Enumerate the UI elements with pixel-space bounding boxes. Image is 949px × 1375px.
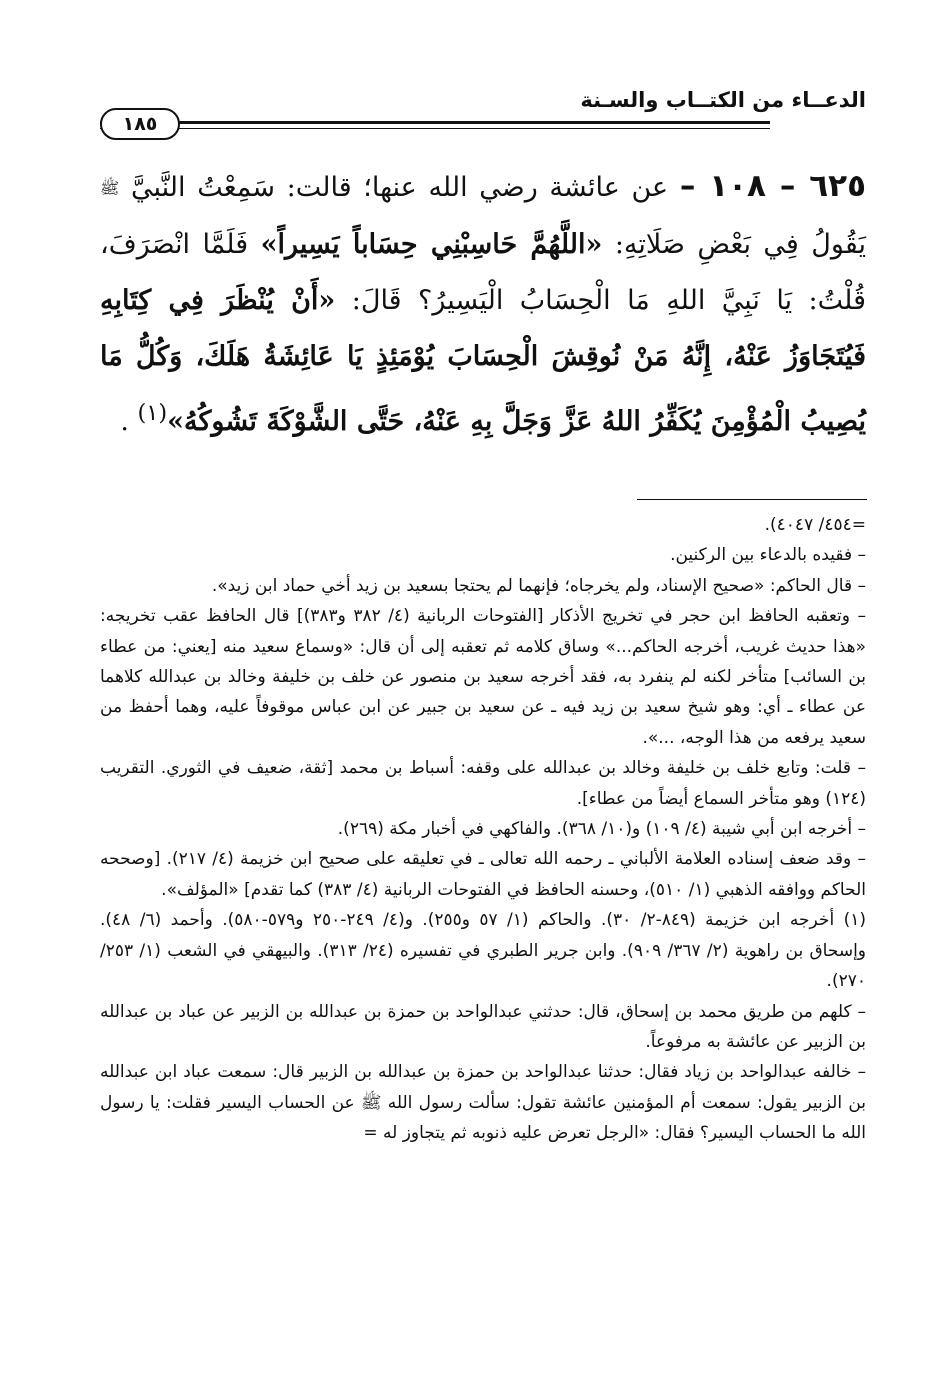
header-rule-thin [100,128,770,129]
page-number: ١٨٥ [122,113,158,135]
hadith-paragraph [100,158,866,450]
hadith-text [100,158,866,450]
footnote-paragraph: – قلت: وتابع خلف بن خليفة وخالد بن عبدالله على وقفه: أسباط بن محمد [ثقة، ضعيف في الثوري. التقريب (١٢٤) وهو متأخر السماع أيضاً من عطاء]. [100,758,866,809]
footnote-paragraph: – كلهم من طريق محمد بن إسحاق، قال: حدثني عبدالواحد بن حمزة بن عبدالله بن الزبير عن عباد بن عبدالله بن الزبير عن عائشة به مرفوعاً. [100,1001,866,1052]
hadith-number: ٦٢٥ – ١٠٨ – [679,168,866,204]
footnote-paragraph: – قال الحاكم: «صحيح الإسناد، ولم يخرجاه؛ فإنهما لم يحتجا بسعيد بن زيد أخي حماد ابن زيد». [211,575,866,596]
footnote-paragraph: (١) أخرجه ابن خزيمة (٨٤٩-٢/ ٣٠). والحاكم (١/ ٥٧ و٢٥٥). و(٤/ ٢٤٩-٢٥٠ و٥٧٩-٥٨٠). وأحمد (٦/ ٤٨). وإسحاق بن راهوية (٢/ ٣٦٧/ ٩٠٩). وابن جرير الطبري في تفسيره (٢٤/ ٣١٣). والبيهقي في الشعب (١/ ٢٥٣/ ٢٧٠). [100,910,866,992]
hadith-intro: يَقُولُ فِي بَعْضِ صَلَاتِهِ: [602,228,866,260]
hadith-answer: «أَنْ يُنْظَرَ فِي كِتَابِهِ فَيُتَجَاوَزُ عَنْهُ، إِنَّهُ مَنْ نُوقِشَ الْحِسَابَ يُوْمَئِذٍ يَا عَائِشَةُ هَلَكَ، وَكُلُّ مَا يُصِيبُ الْمُؤْمِنَ يُكَفِّرُ اللهُ عَزَّ وَجَلَّ بِهِ عَنْهُ، حَتَّى الشَّوْكَةَ تَشُوكُهُ» [100,284,866,437]
page-number-badge [100,108,180,140]
hadith-dua: «اللَّهُمَّ حَاسِبْنِي حِسَاباً يَسِيراً» [260,228,603,260]
footnote-separator [637,499,867,500]
footnote-paragraph: – وتعقبه الحافظ ابن حجر في تخريج الأذكار [الفتوحات الربانية (٤/ ٣٨٢ و٣٨٣)] قال الحافظ عقب تخريجه: «هذا حديث غريب، أخرجه الحاكم...» وساق كلامه ثم تعقبه إلى أن قال: «وسماع سعيد منه [يعني: من عطاء بن السائب] متأخر لكنه لم ينفرد به، فقد أخرجه سعيد بن منصور عن خلف بن خليفة وخالد بن عبدالله كلاهما عن عطاء ـ أي: وهو شيخ سعيد بن زيد فيه ـ عن سعيد بن جبير عن ابن عباس موقوفاً عليه، وهما أحفظ من سعيد يرفعه من هذا الوجه، ...». [100,606,866,748]
hadith-continuation: فَلَمَّا انْصَرَفَ، قُلْتُ: يَا نَبِيَّ اللهِ مَا الْحِسَابُ الْيَسِيرُ؟ قَالَ: [100,228,866,316]
page-header [100,78,866,138]
salla-glyph: ﷺ [100,178,120,198]
footnote-reference[interactable]: (١) [137,399,168,426]
hadith-narrator: عن عائشة رضي الله عنها؛ قالت: سَمِعْتُ النَّبيَّ [119,172,680,203]
footnotes-section [100,510,866,1149]
header-rule-thick [100,121,770,124]
book-title: الدعــاء من الكتــاب والسـنة [580,88,866,112]
footnote-paragraph: – خالفه عبدالواحد بن زياد فقال: حدثنا عبدالواحد بن حمزة بن عبدالله بن الزبير قال: سمعت عباد ابن عبدالله بن الزبير يقول: سمعت أم المؤمنين عائشة تقول: سألت رسول الله ﷺ عن الحساب اليسير فقلت: يا رسول الله ما الحساب اليسير؟ فقال: «الرجل تعرض عليه ذنوبه ثم يتجاوز له = [100,1062,866,1144]
footnote-paragraph: =٤٥٤/ ٤٠٤٧). [764,515,866,535]
footnote-paragraph: – فقيده بالدعاء بين الركنين. [670,545,866,566]
hadith-end: . [120,405,138,437]
footnote-paragraph: – وقد ضعف إسناده العلامة الألباني ـ رحمه الله تعالى ـ في تعليقه على صحيح ابن خزيمة (٤/ ٢١٧). [وصححه الحاكم ووافقه الذهبي (١/ ٥١٠)، وحسنه الحافظ في الفتوحات الربانية (٤/ ٣٨٣) كما تقدم] «المؤلف». [100,849,866,900]
footnote-paragraph: – أخرجه ابن أبي شيبة (٤/ ١٠٩) و(١٠/ ٣٦٨). والفاكهي في أخبار مكة (٢٦٩). [337,819,866,840]
